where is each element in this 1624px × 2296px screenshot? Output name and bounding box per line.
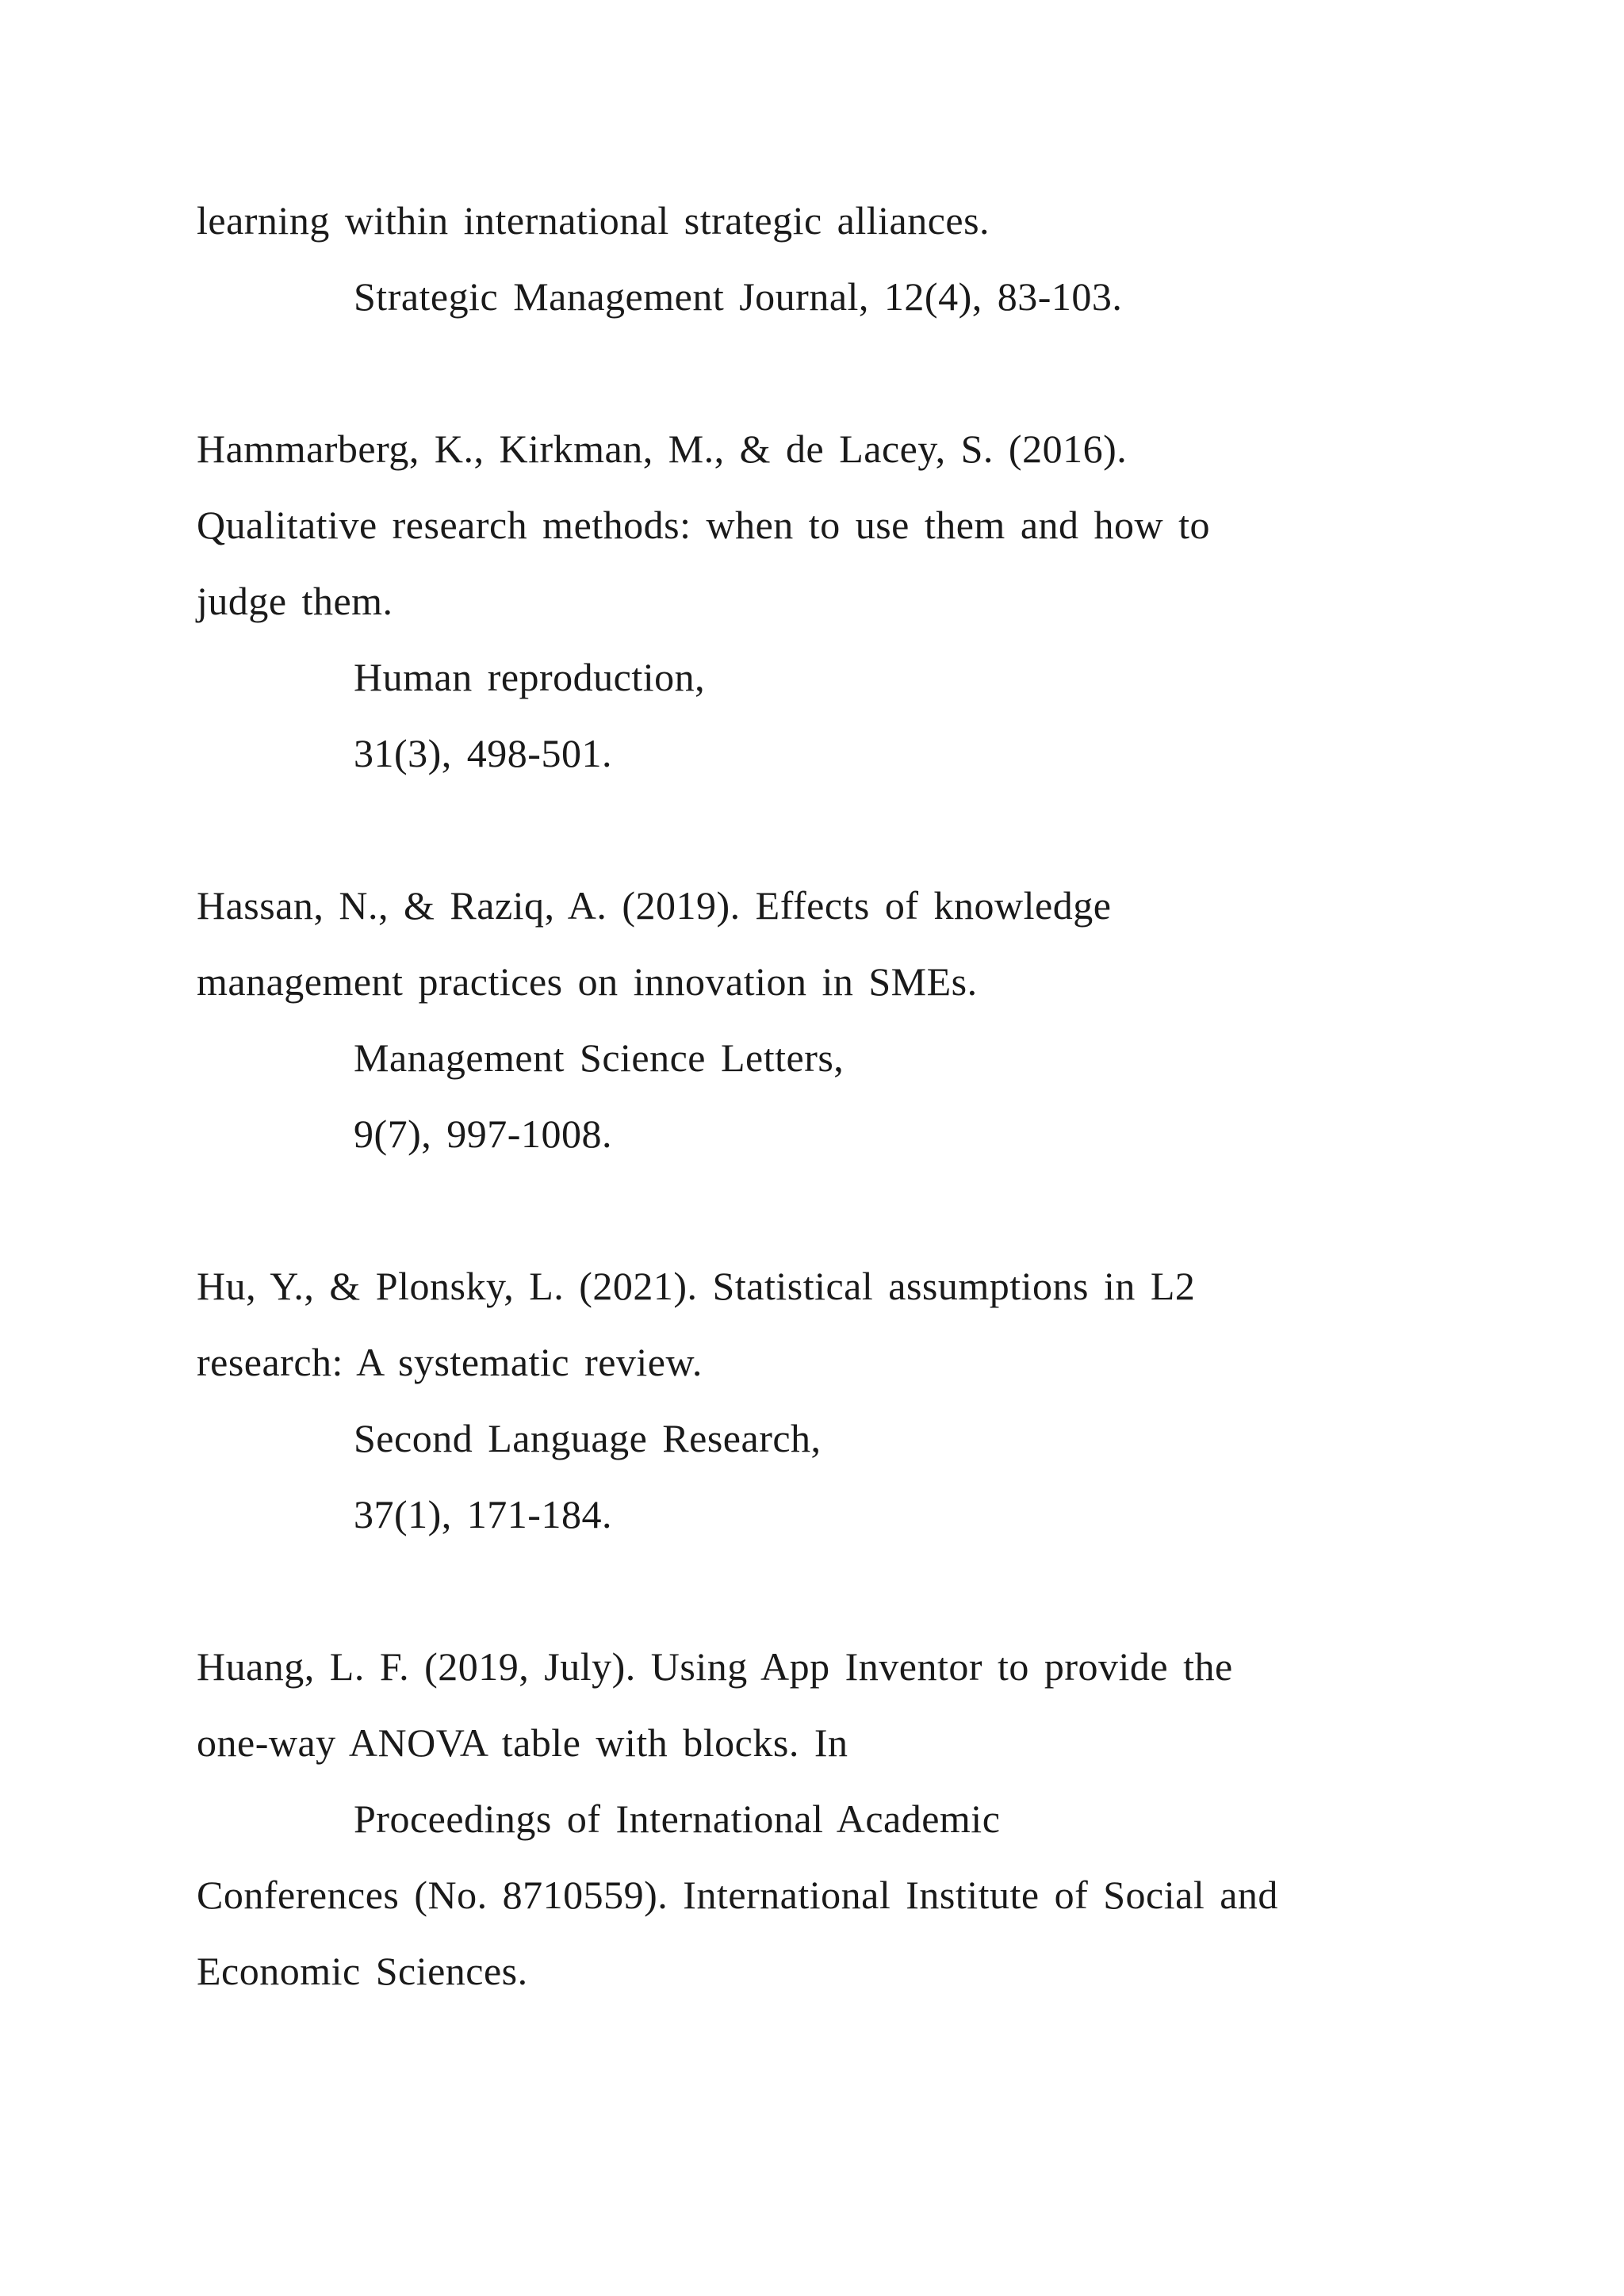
- reference-line: 9(7), 997-1008.: [354, 1112, 612, 1156]
- reference-line: management practices on innovation in SMEs.: [197, 959, 978, 1004]
- reference-line: Management Science Letters,: [354, 1035, 845, 1080]
- reference-line: 37(1), 171-184.: [354, 1492, 612, 1536]
- reference-line: Hassan, N., & Raziq, A. (2019). Effects of knowledge: [197, 883, 1112, 928]
- reference-line: Proceedings of International Academic: [354, 1797, 1001, 1841]
- reference-line: Economic Sciences.: [197, 1949, 528, 1993]
- reference-line: learning within international strategic alliances.: [197, 198, 990, 243]
- reference-line: one-way ANOVA table with blocks. In: [197, 1720, 848, 1765]
- reference-line: research: A systematic review.: [197, 1340, 703, 1384]
- reference-line: Hammarberg, K., Kirkman, M., & de Lacey, S. (2016).: [197, 427, 1128, 471]
- reference-line: Strategic Management Journal, 12(4), 83-103.: [354, 274, 1123, 319]
- reference-line: Qualitative research methods: when to use them and how to: [197, 503, 1211, 547]
- reference-line: Second Language Research,: [354, 1416, 822, 1460]
- reference-line: Conferences (No. 8710559). International Institute of Social and: [197, 1873, 1278, 1917]
- reference-line: Huang, L. F. (2019, July). Using App Inventor to provide the: [197, 1644, 1233, 1689]
- reference-line: Human reproduction,: [354, 655, 706, 699]
- reference-line: judge them.: [197, 579, 393, 623]
- reference-line: Hu, Y., & Plonsky, L. (2021). Statistical assumptions in L2: [197, 1264, 1196, 1308]
- reference-line: 31(3), 498-501.: [354, 731, 612, 775]
